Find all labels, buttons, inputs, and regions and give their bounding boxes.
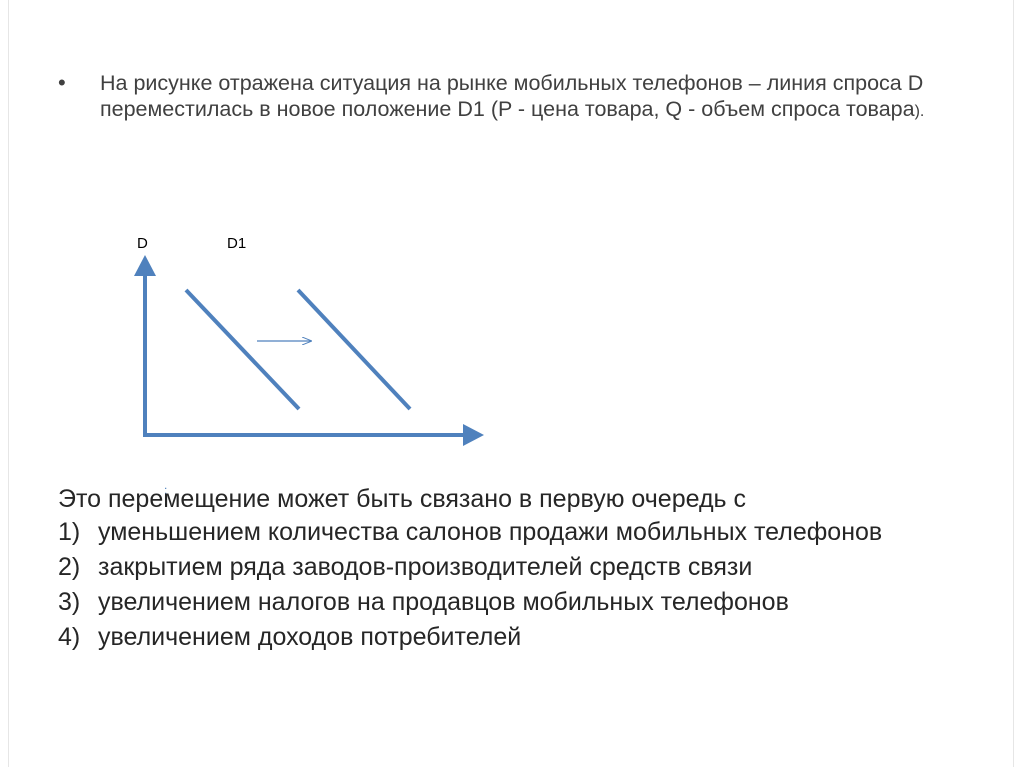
- option-number: 1): [58, 518, 81, 546]
- demand-line-d: [186, 290, 299, 409]
- question-text: Это перемещение может быть связано в первую очередь с: [58, 485, 747, 513]
- option-number: 3): [58, 588, 81, 616]
- label-d1: D1: [227, 235, 247, 252]
- option-text: закрытием ряда заводов-производителей средств связи: [98, 553, 753, 581]
- option-text: уменьшением количества салонов продажи мобильных телефонов: [98, 518, 883, 546]
- x-axis-arrowhead-icon: [463, 424, 484, 446]
- option-2: [58, 554, 978, 580]
- demand-line-d1: [298, 290, 410, 409]
- intro-tail: ).: [914, 103, 925, 120]
- answer-options: [58, 519, 978, 659]
- bullet-icon: •: [58, 70, 66, 95]
- label-d: D: [137, 235, 148, 252]
- y-axis-arrowhead-icon: [134, 255, 156, 276]
- option-text: увеличением доходов потребителей: [98, 623, 522, 651]
- option-number: 4): [58, 623, 81, 651]
- option-1: [58, 519, 978, 545]
- option-3: [58, 589, 978, 615]
- intro-main-text: На рисунке отражена ситуация на рынке мобильных телефонов – линия спроса D переместилась в новое положение D1 (P - цена товара, Q - объем спроса товара: [100, 71, 924, 121]
- option-text: увеличением налогов на продавцов мобильных телефонов: [98, 588, 789, 616]
- option-number: 2): [58, 553, 81, 581]
- option-4: [58, 624, 978, 650]
